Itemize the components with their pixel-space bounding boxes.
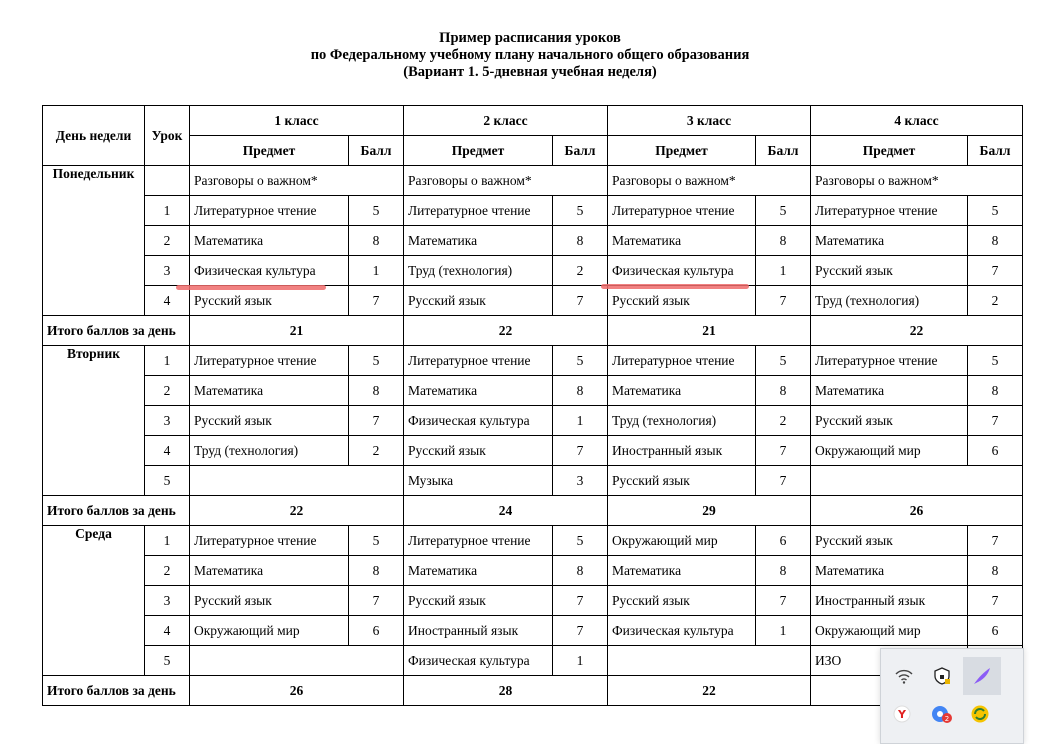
header-score: Балл [968,136,1023,166]
header-subject: Предмет [404,136,553,166]
lesson-number: 4 [145,286,190,316]
subject-cell: Русский язык [190,586,349,616]
feather-app-icon[interactable] [963,657,1001,695]
document-title [0,30,1060,81]
score-cell: 8 [349,376,404,406]
score-cell: 7 [968,256,1023,286]
header-day: День недели [43,106,145,166]
score-cell: 5 [553,196,608,226]
score-cell: 5 [349,346,404,376]
subject-cell: Математика [190,376,349,406]
subject-cell: Физическая культура [404,646,553,676]
score-cell: 5 [968,346,1023,376]
subject-cell: Окружающий мир [811,616,968,646]
score-cell: 2 [968,286,1023,316]
empty-cell [190,466,404,496]
subject-cell: Русский язык [608,466,756,496]
day-total: 26 [190,676,404,706]
score-cell: 7 [553,616,608,646]
score-cell: 6 [349,616,404,646]
intro-subject: Разговоры о важном* [190,166,404,196]
subject-cell: Литературное чтение [190,196,349,226]
subject-cell: Русский язык [811,256,968,286]
score-cell: 7 [349,406,404,436]
sync-app-icon[interactable] [969,703,991,725]
score-cell: 8 [553,376,608,406]
highlight-mark [601,284,749,289]
total-label: Итого баллов за день [43,496,190,526]
title-line-1: Пример расписания уроков [439,30,621,46]
score-cell: 3 [553,466,608,496]
subject-cell: Русский язык [404,436,553,466]
header-subject: Предмет [190,136,349,166]
header-class-1: 1 класс [190,106,404,136]
subject-cell: Математика [811,376,968,406]
score-cell: 8 [968,376,1023,406]
lesson-number: 4 [145,436,190,466]
header-score: Балл [349,136,404,166]
lesson-number: 2 [145,376,190,406]
subject-cell: Литературное чтение [608,196,756,226]
score-cell: 5 [553,526,608,556]
subject-cell: Литературное чтение [190,346,349,376]
subject-cell: Физическая культура [190,256,349,286]
total-label: Итого баллов за день [43,676,190,706]
score-cell: 7 [756,586,811,616]
subject-cell: Труд (технология) [811,286,968,316]
score-cell: 8 [756,376,811,406]
score-cell: 7 [349,586,404,616]
lesson-number: 3 [145,406,190,436]
header-lesson: Урок [145,106,190,166]
score-cell: 7 [968,586,1023,616]
subject-cell: ИЗО [811,646,968,676]
subject-cell: Литературное чтение [811,196,968,226]
subject-cell: Математика [404,376,553,406]
subject-cell: Русский язык [811,406,968,436]
score-cell: 7 [756,436,811,466]
subject-cell: Музыка [404,466,553,496]
notification-badge: 2 [944,715,950,723]
intro-subject: Разговоры о важном* [404,166,608,196]
subject-cell: Литературное чтение [404,526,553,556]
day-monday: Понедельник [43,166,145,316]
wifi-icon[interactable] [893,665,915,687]
lesson-number: 1 [145,526,190,556]
subject-cell: Труд (технология) [404,256,553,286]
score-cell: 5 [756,346,811,376]
score-cell: 7 [553,436,608,466]
subject-cell: Математика [190,226,349,256]
subject-cell: Иностранный язык [811,586,968,616]
score-cell: 5 [349,196,404,226]
score-cell: 8 [349,226,404,256]
subject-cell: Иностранный язык [404,616,553,646]
day-total: 24 [404,496,608,526]
subject-cell: Иностранный язык [608,436,756,466]
score-cell: 2 [756,406,811,436]
score-cell: 8 [553,556,608,586]
score-cell: 8 [756,226,811,256]
subject-cell: Русский язык [404,586,553,616]
day-total: 29 [608,496,811,526]
subject-cell: Математика [608,556,756,586]
subject-cell: Физическая культура [404,406,553,436]
empty-cell [811,466,1023,496]
lesson-number: 3 [145,586,190,616]
score-cell: 7 [349,286,404,316]
score-cell: 1 [756,616,811,646]
total-label: Итого баллов за день [43,316,190,346]
day-total: 22 [404,316,608,346]
day-total: 22 [608,676,811,706]
security-shield-icon[interactable] [931,665,953,687]
subject-cell: Окружающий мир [190,616,349,646]
chrome-notification-icon[interactable] [931,703,953,725]
lesson-number: 3 [145,256,190,286]
score-cell: 1 [349,256,404,286]
subject-cell: Литературное чтение [811,346,968,376]
day-total: 21 [190,316,404,346]
subject-cell: Математика [811,556,968,586]
subject-cell: Литературное чтение [404,346,553,376]
score-cell: 6 [756,526,811,556]
subject-cell: Физическая культура [608,256,756,286]
subject-cell: Литературное чтение [608,346,756,376]
subject-cell: Русский язык [608,286,756,316]
title-line-2: по Федеральному учебному плану начального общего образования [310,47,750,63]
subject-cell: Математика [404,226,553,256]
subject-cell: Математика [608,226,756,256]
score-cell: 2 [349,436,404,466]
subject-cell: Русский язык [811,526,968,556]
score-cell: 1 [553,646,608,676]
subject-cell: Труд (технология) [190,436,349,466]
highlight-mark [176,285,326,290]
score-cell: 7 [968,526,1023,556]
header-class-3: 3 класс [608,106,811,136]
subject-cell: Русский язык [190,406,349,436]
score-cell: 6 [968,616,1023,646]
header-subject: Предмет [811,136,968,166]
day-total: 22 [811,316,1023,346]
score-cell: 7 [756,286,811,316]
score-cell: 1 [756,256,811,286]
score-cell: 6 [968,436,1023,466]
day-wednesday: Среда [43,526,145,676]
day-total: 26 [811,496,1023,526]
header-class-2: 2 класс [404,106,608,136]
subject-cell: Труд (технология) [608,406,756,436]
score-cell: 5 [968,196,1023,226]
score-cell: 8 [968,226,1023,256]
header-score: Балл [756,136,811,166]
subject-cell: Русский язык [608,586,756,616]
score-cell: 5 [349,526,404,556]
score-cell: 7 [756,466,811,496]
subject-cell: Окружающий мир [608,526,756,556]
header-subject: Предмет [608,136,756,166]
score-cell: 7 [968,406,1023,436]
schedule-table [42,105,1023,706]
day-total: 21 [608,316,811,346]
score-cell: 7 [553,286,608,316]
score-cell: 8 [968,556,1023,586]
lesson-number [145,166,190,196]
score-cell: 8 [756,556,811,586]
lesson-number: 1 [145,346,190,376]
header-score: Балл [553,136,608,166]
subject-cell: Русский язык [404,286,553,316]
day-total: 28 [404,676,608,706]
subject-cell: Математика [190,556,349,586]
intro-subject: Разговоры о важном* [811,166,1023,196]
subject-cell: Русский язык [190,286,349,316]
score-cell: 2 [553,256,608,286]
day-tuesday: Вторник [43,346,145,496]
subject-cell: Литературное чтение [404,196,553,226]
day-total: 22 [190,496,404,526]
intro-subject: Разговоры о важном* [608,166,811,196]
score-cell: 8 [349,556,404,586]
yandex-browser-icon[interactable] [891,703,913,725]
score-cell: 7 [553,586,608,616]
subject-cell: Математика [811,226,968,256]
empty-cell [608,646,811,676]
subject-cell: Математика [608,376,756,406]
score-cell: 8 [553,226,608,256]
subject-cell: Литературное чтение [190,526,349,556]
score-cell: 5 [756,196,811,226]
title-line-3: (Вариант 1. 5-дневная учебная неделя) [403,64,657,80]
svg-text:Y: Y [898,708,906,721]
system-tray-overflow [880,648,1024,744]
empty-cell [190,646,404,676]
score-cell: 5 [553,346,608,376]
subject-cell: Окружающий мир [811,436,968,466]
subject-cell: Математика [404,556,553,586]
lesson-number: 2 [145,556,190,586]
lesson-number: 2 [145,226,190,256]
lesson-number: 1 [145,196,190,226]
lesson-number: 5 [145,466,190,496]
lesson-number: 5 [145,646,190,676]
lesson-number: 4 [145,616,190,646]
header-class-4: 4 класс [811,106,1023,136]
subject-cell: Физическая культура [608,616,756,646]
score-cell: 1 [553,406,608,436]
